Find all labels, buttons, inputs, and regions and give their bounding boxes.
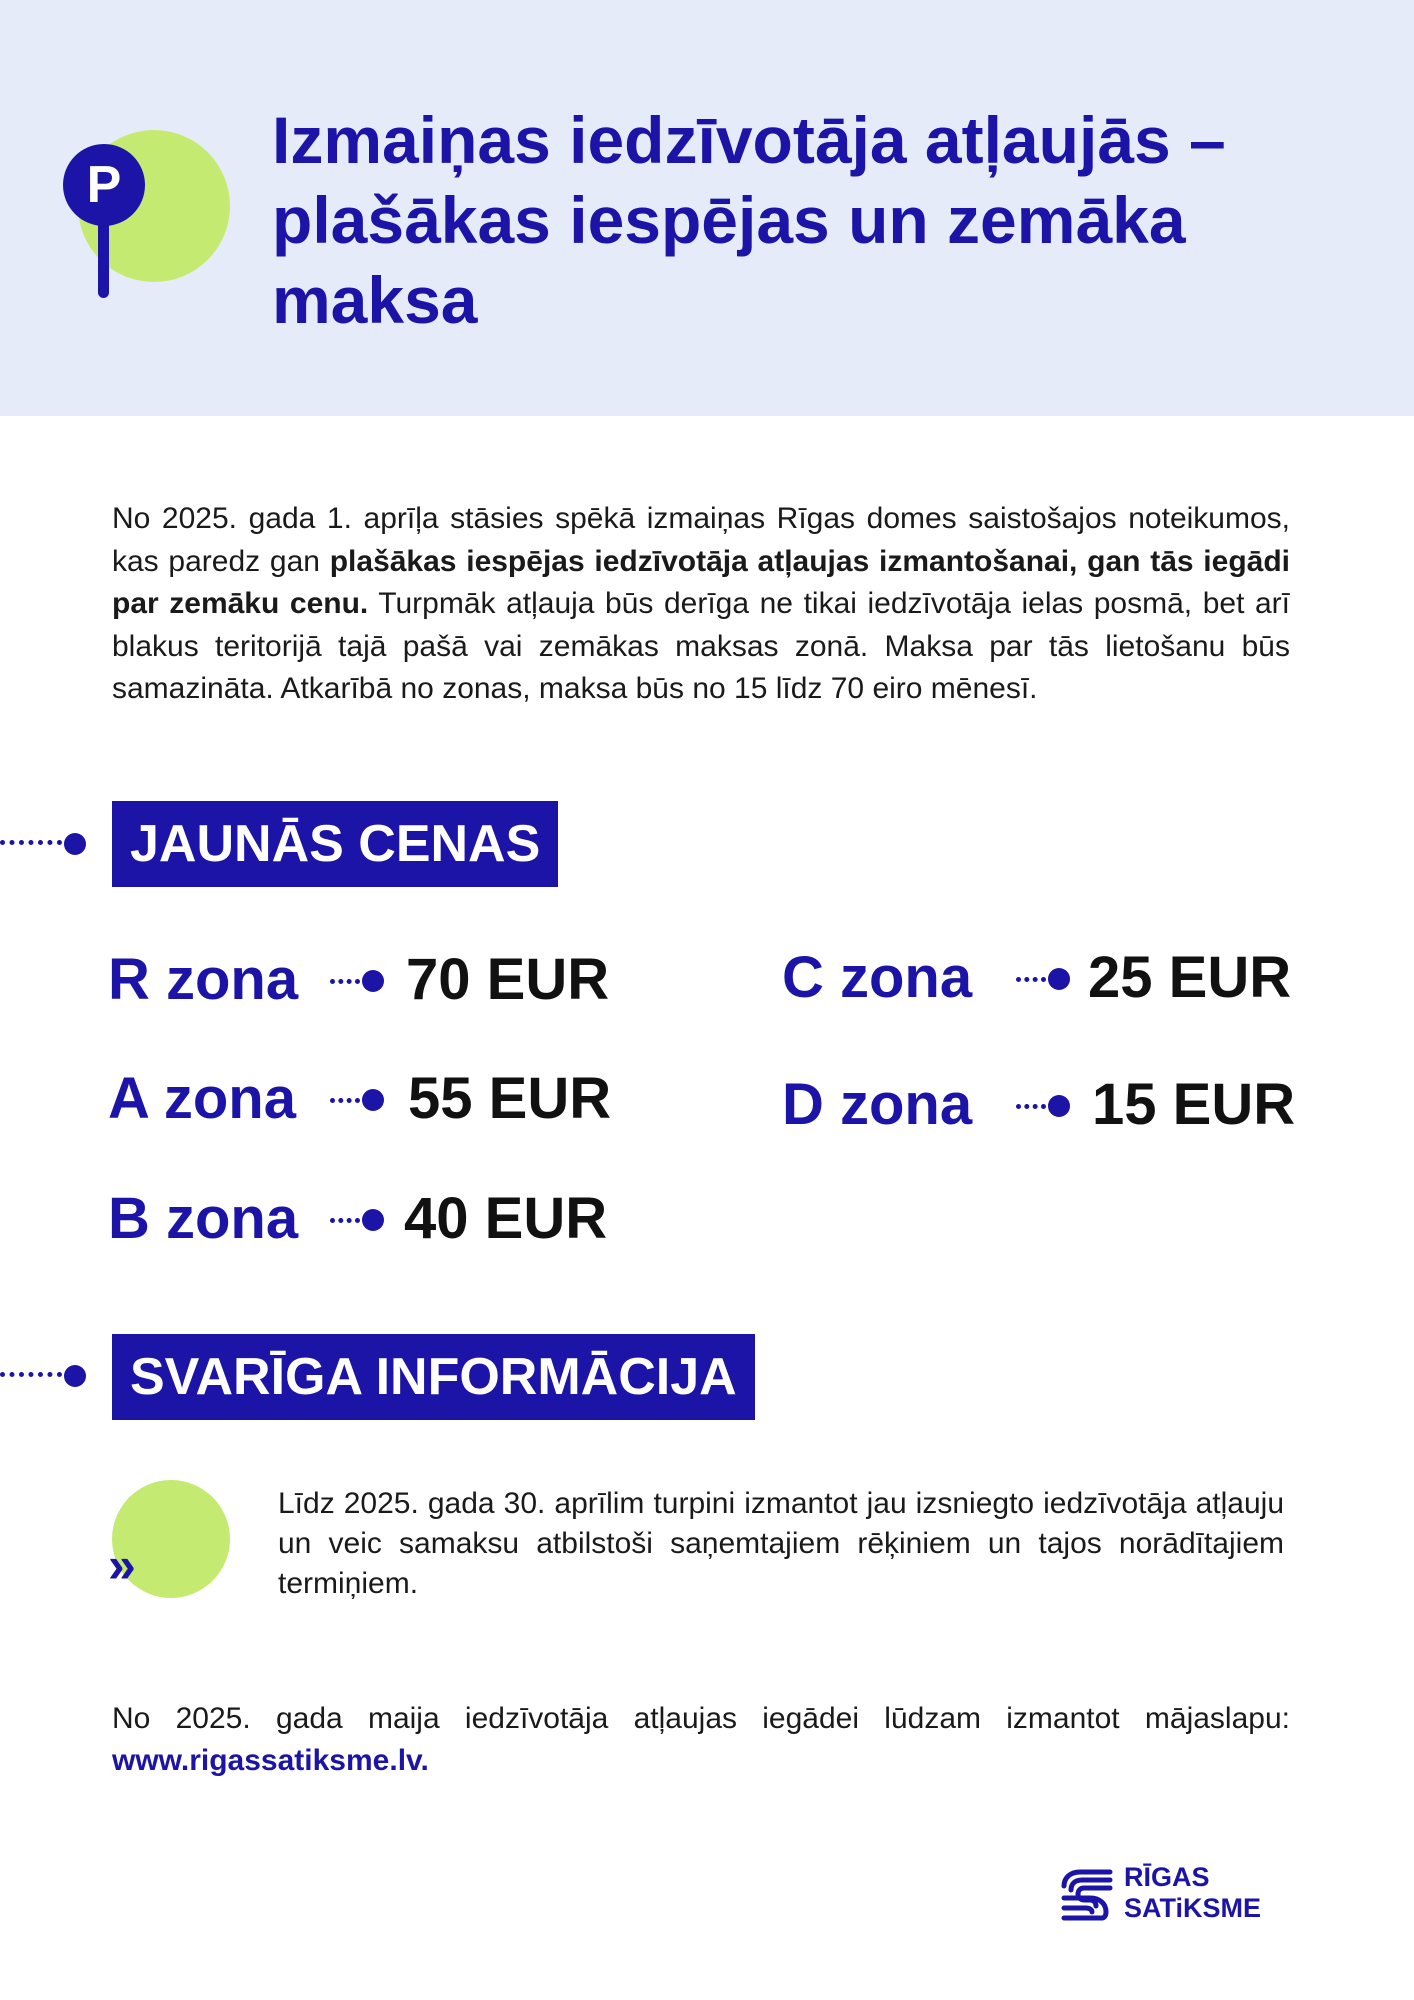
zone-price-a: 55 EUR (408, 1066, 612, 1131)
logo-line-1: RĪGAS (1124, 1862, 1210, 1892)
double-chevron-right-icon: » (108, 1537, 136, 1593)
title-line-1: Izmaiņas iedzīvotāja atļaujās – (272, 103, 1226, 177)
intro-paragraph (112, 498, 1290, 711)
intro-text-bold: plašākas iespējas iedzīvotāja atļaujas izmantošanai, gan tās iegādi par zemāku cenu. (112, 544, 1291, 620)
zone-label-d: D zona (782, 1072, 973, 1137)
zone-price-c: 25 EUR (1088, 945, 1292, 1010)
zone-connector-a (330, 1089, 386, 1113)
prices-section-label: JAUNĀS CENAS (112, 801, 558, 887)
zone-connector-r (330, 970, 386, 994)
zone-label-c: C zona (782, 945, 973, 1010)
prices-dotted-line (0, 840, 62, 845)
intro-text-1: No 2025. gada 1. aprīļa stāsies spēkā izmaiņas Rīgas domes saistošajos noteikumos, kas paredz gan (112, 502, 1290, 578)
zone-label-b: B zona (108, 1186, 299, 1251)
parking-sign-stem (98, 218, 109, 298)
zone-label-a: A zona (108, 1066, 296, 1131)
zone-price-r: 70 EUR (406, 947, 610, 1012)
page-title (272, 100, 1362, 340)
info-dotted-line (0, 1372, 62, 1377)
info-dot (64, 1365, 86, 1387)
info-paragraph: Līdz 2025. gada 30. aprīlim turpini izmantot jau izsniegto iedzīvotāja atļauju un veic samaksu atbilstoši saņemtajiem rēķiniem un tajos norādītajiem termiņiem. (278, 1487, 1284, 1600)
footer-paragraph (112, 1698, 1290, 1782)
zone-connector-c (1016, 968, 1072, 992)
logo-wordmark (1124, 1862, 1261, 1924)
zone-price-b: 40 EUR (404, 1186, 608, 1251)
parking-sign-icon: P (63, 144, 145, 226)
logo-swirl-icon (1060, 1866, 1114, 1922)
info-section-label: SVARĪGA INFORMĀCIJA (112, 1334, 755, 1420)
intro-text-2: Turpmāk atļauja būs derīga ne tikai iedzīvotāja ielas posmā, bet arī blakus teritorijā tajā pašā vai zemākas maksas zonā. Maksa par tās lietošanu būs samazināta. Atkarībā no zonas, maksa būs no 15 līdz 70 eiro mēnesī. (112, 587, 1290, 705)
footer-text: No 2025. gada maija iedzīvotāja atļaujas iegādei lūdzam izmantot mājaslapu: (112, 1702, 1290, 1735)
website-link[interactable]: www.rigassatiksme.lv. (112, 1744, 429, 1777)
zone-label-r: R zona (108, 947, 299, 1012)
zone-connector-b (330, 1209, 386, 1233)
rigas-satiksme-logo (1060, 1862, 1300, 1928)
logo-line-2: SATiKSME (1124, 1893, 1262, 1923)
zone-connector-d (1016, 1095, 1072, 1119)
prices-dot (64, 833, 86, 855)
zone-price-d: 15 EUR (1092, 1072, 1296, 1137)
title-line-2: plašākas iespējas un zemāka maksa (272, 183, 1186, 337)
